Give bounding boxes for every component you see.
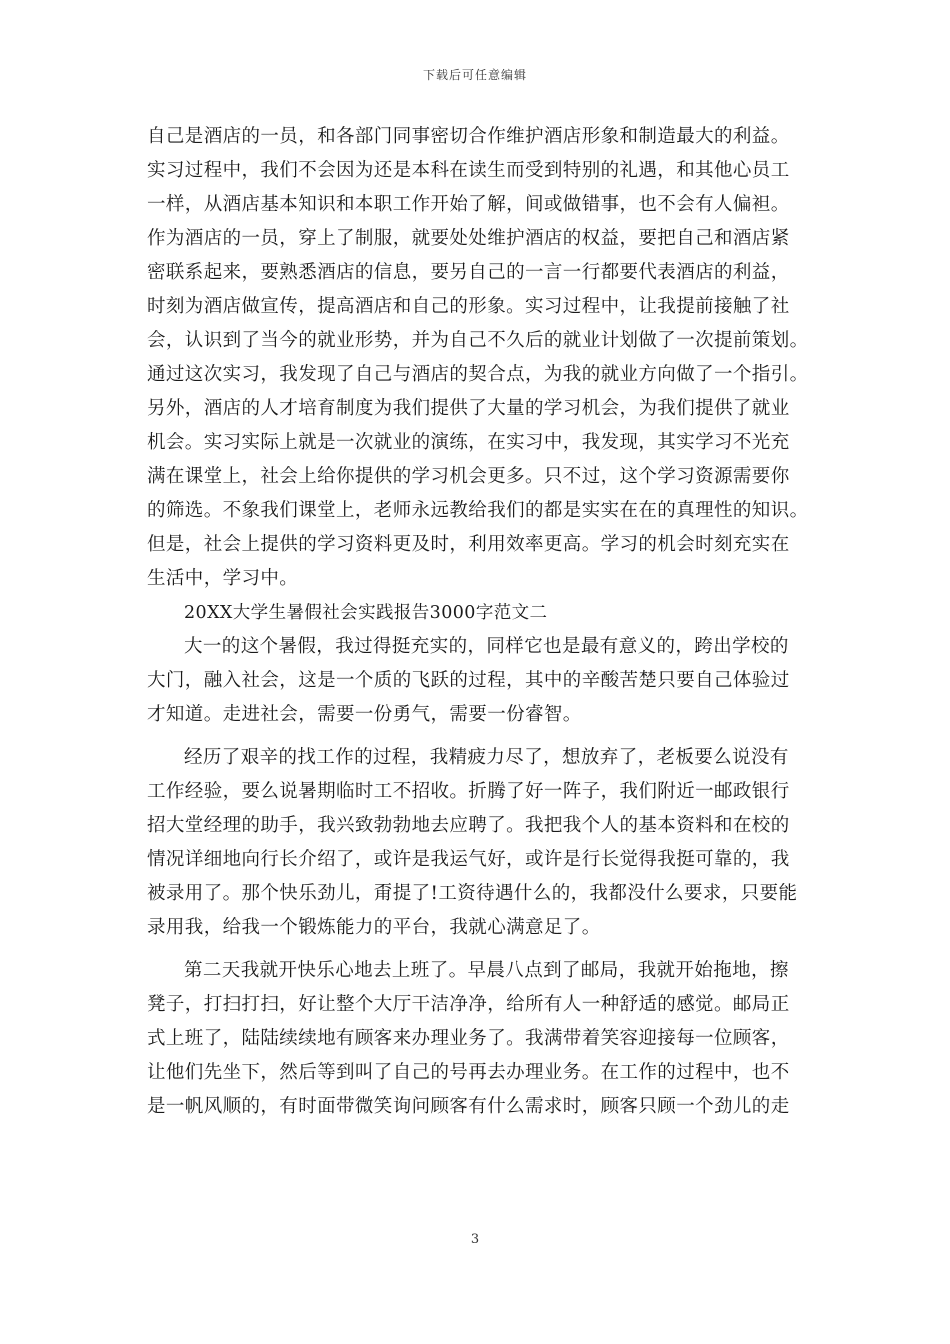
text-line: 一样，从酒店基本知识和本职工作开始了解，间或做错事，也不会有人偏袒。 [147,194,790,215]
text-line: 时刻为酒店做宣传，提高酒店和自己的形象。实习过程中，让我提前接触了社 [147,296,790,317]
text-line: 凳子，打扫打扫，好让整个大厅干洁净净，给所有人一种舒适的感觉。邮局正 [147,994,790,1015]
paragraph-gap [147,945,807,954]
section-title: 20XX大学生暑假社会实践报告3000字范文二 [184,603,548,623]
text-line: 让他们先坐下，然后等到叫了自己的号再去办理业务。在工作的过程中，也不 [147,1062,790,1083]
text-line: 的筛选。不象我们课堂上，老师永远教给我们的都是实实在在的真理性的知识。 [147,500,809,521]
text-line: 密联系起来，要熟悉酒店的信息，要另自己的一言一行都要代表酒店的利益， [147,262,790,283]
page-header: 下载后可任意编辑 [422,68,527,82]
text-line: 才知道。走进社会，需要一份勇气，需要一份睿智。 [147,704,582,725]
text-line: 被录用了。那个快乐劲儿，甭提了!工资待遇什么的，我都没什么要求，只要能 [147,883,798,904]
paragraph-3 [147,954,807,1124]
paragraph-2 [147,741,807,945]
text-line: 情况详细地向行长介绍了，或许是我运气好，或许是行长觉得我挺可靠的，我 [147,849,790,870]
text-line: 录用我，给我一个锻炼能力的平台，我就心满意足了。 [147,917,601,938]
text-line: 但是，社会上提供的学习资料更及时，利用效率更高。学习的机会时刻充实在 [147,534,790,555]
paragraph-1 [147,630,807,732]
text-line: 作为酒店的一员，穿上了制服，就要处处维护酒店的权益，要把自己和酒店紧 [147,228,790,249]
text-line: 经历了艰辛的找工作的过程，我精疲力尽了，想放弃了，老板要么说没有 [184,747,789,768]
paragraph-gap [147,732,807,741]
text-line: 通过这次实习，我发现了自己与酒店的契合点，为我的就业方向做了一个指引。 [147,364,809,385]
paragraph-continued [147,120,807,596]
page-number: 3 [470,1232,480,1247]
text-line: 大一的这个暑假，我过得挺充实的，同样它也是最有意义的，跨出学校的 [184,636,789,657]
text-line: 是一帆风顺的，有时面带微笑询问顾客有什么需求时，顾客只顾一个劲儿的走 [147,1096,790,1117]
text-line: 自己是酒店的一员，和各部门同事密切合作维护酒店形象和制造最大的利益。 [147,126,790,147]
text-line: 会，认识到了当今的就业形势，并为自己不久后的就业计划做了一次提前策划。 [147,330,809,351]
text-line: 工作经验，要么说暑期临时工不招收。折腾了好一阵子，我们附近一邮政银行 [147,781,790,802]
text-line: 生活中，学习中。 [147,568,299,589]
document-body [147,120,807,1124]
text-line: 满在课堂上，社会上给你提供的学习机会更多。只不过，这个学习资源需要你 [147,466,790,487]
text-line: 招大堂经理的助手，我兴致勃勃地去应聘了。我把我个人的基本资料和在校的 [147,815,790,836]
text-line: 第二天我就开快乐心地去上班了。早晨八点到了邮局，我就开始拖地，擦 [184,960,789,981]
text-line: 式上班了，陆陆续续地有顾客来办理业务了。我满带着笑容迎接每一位顾客， [147,1028,790,1049]
text-line: 大门，融入社会，这是一个质的飞跃的过程，其中的辛酸苦楚只要自己体验过 [147,670,790,691]
text-line: 机会。实习实际上就是一次就业的演练，在实习中，我发现，其实学习不光充 [147,432,790,453]
text-line: 实习过程中，我们不会因为还是本科在读生而受到特别的礼遇，和其他心员工 [147,160,790,181]
text-line: 另外，酒店的人才培育制度为我们提供了大量的学习机会，为我们提供了就业 [147,398,790,419]
